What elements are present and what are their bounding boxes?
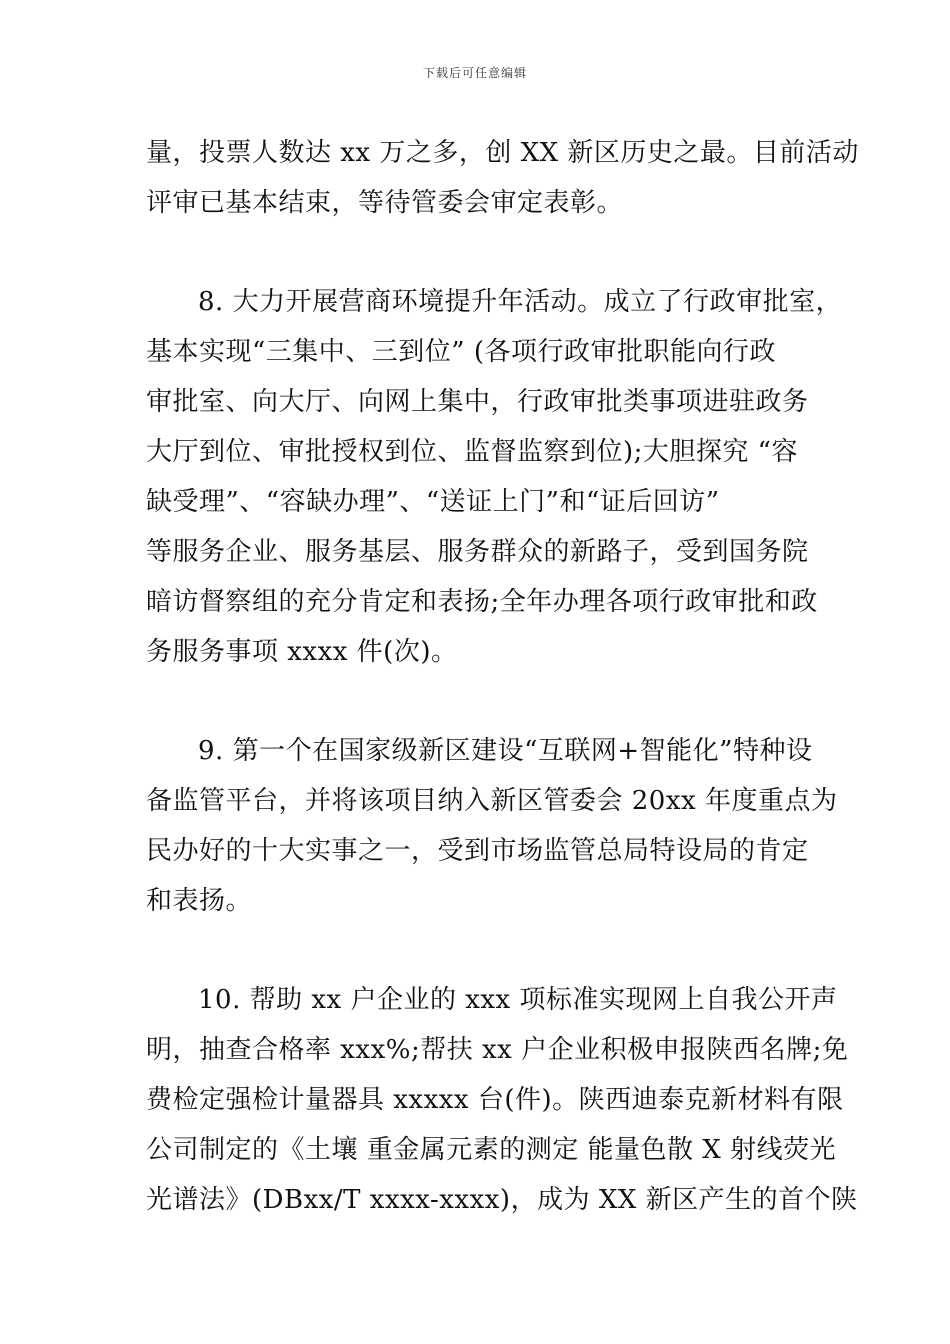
text-line: 8. 大力开展营商环境提升年活动。成立了行政审批室， [198,287,843,317]
paragraph-8 [146,277,843,677]
text-line: 备监管平台，并将该项目纳入新区管委会 20xx 年度重点为 [146,786,838,816]
text-line: 务服务事项 xxxx 件(次)。 [146,637,458,667]
text-line: 9. 第一个在国家级新区建设“互联网+智能化”特种设 [198,736,813,766]
document-body [146,128,859,1225]
text-line: 量，投票人数达 xx 万之多，创 XX 新区历史之最。目前活动 [146,138,859,168]
text-line: 民办好的十大实事之一，受到市场监管总局特设局的肯定 [146,836,809,866]
paragraph-1 [146,128,859,228]
text-line: 缺受理”、“容缺办理”、“送证上门”和“证后回访” [146,487,720,517]
text-line: 等服务企业、服务基层、服务群众的新路子，受到国务院 [146,537,809,567]
text-line: 暗访督察组的充分肯定和表扬;全年办理各项行政审批和政 [146,587,818,617]
text-line: 明，抽查合格率 xxx%;帮扶 xx 户企业积极申报陕西名牌;免 [146,1035,849,1065]
text-line: 评审已基本结束，等待管委会审定表彰。 [146,188,624,218]
page-header: 下载后可任意编辑 [422,66,527,80]
paragraph-10 [146,975,858,1225]
text-line: 光谱法》(DBxx/T xxxx-xxxx)，成为 XX 新区产生的首个陕 [146,1185,858,1215]
text-line: 10. 帮助 xx 户企业的 xxx 项标准实现网上自我公开声 [198,985,838,1015]
text-line: 费检定强检计量器具 xxxxx 台(件)。陕西迪泰克新材料有限 [146,1085,844,1115]
text-line: 和表扬。 [146,886,253,916]
text-line: 基本实现“三集中、三到位” (各项行政审批职能向行政 [146,337,776,367]
paragraph-9 [146,726,838,926]
text-line: 公司制定的《土壤 重金属元素的测定 能量色散 X 射线荧光 [146,1135,837,1165]
text-line: 大厅到位、审批授权到位、监督监察到位);大胆探究 “容 [146,437,798,467]
text-line: 审批室、向大厅、向网上集中，行政审批类事项进驻政务 [146,387,809,417]
